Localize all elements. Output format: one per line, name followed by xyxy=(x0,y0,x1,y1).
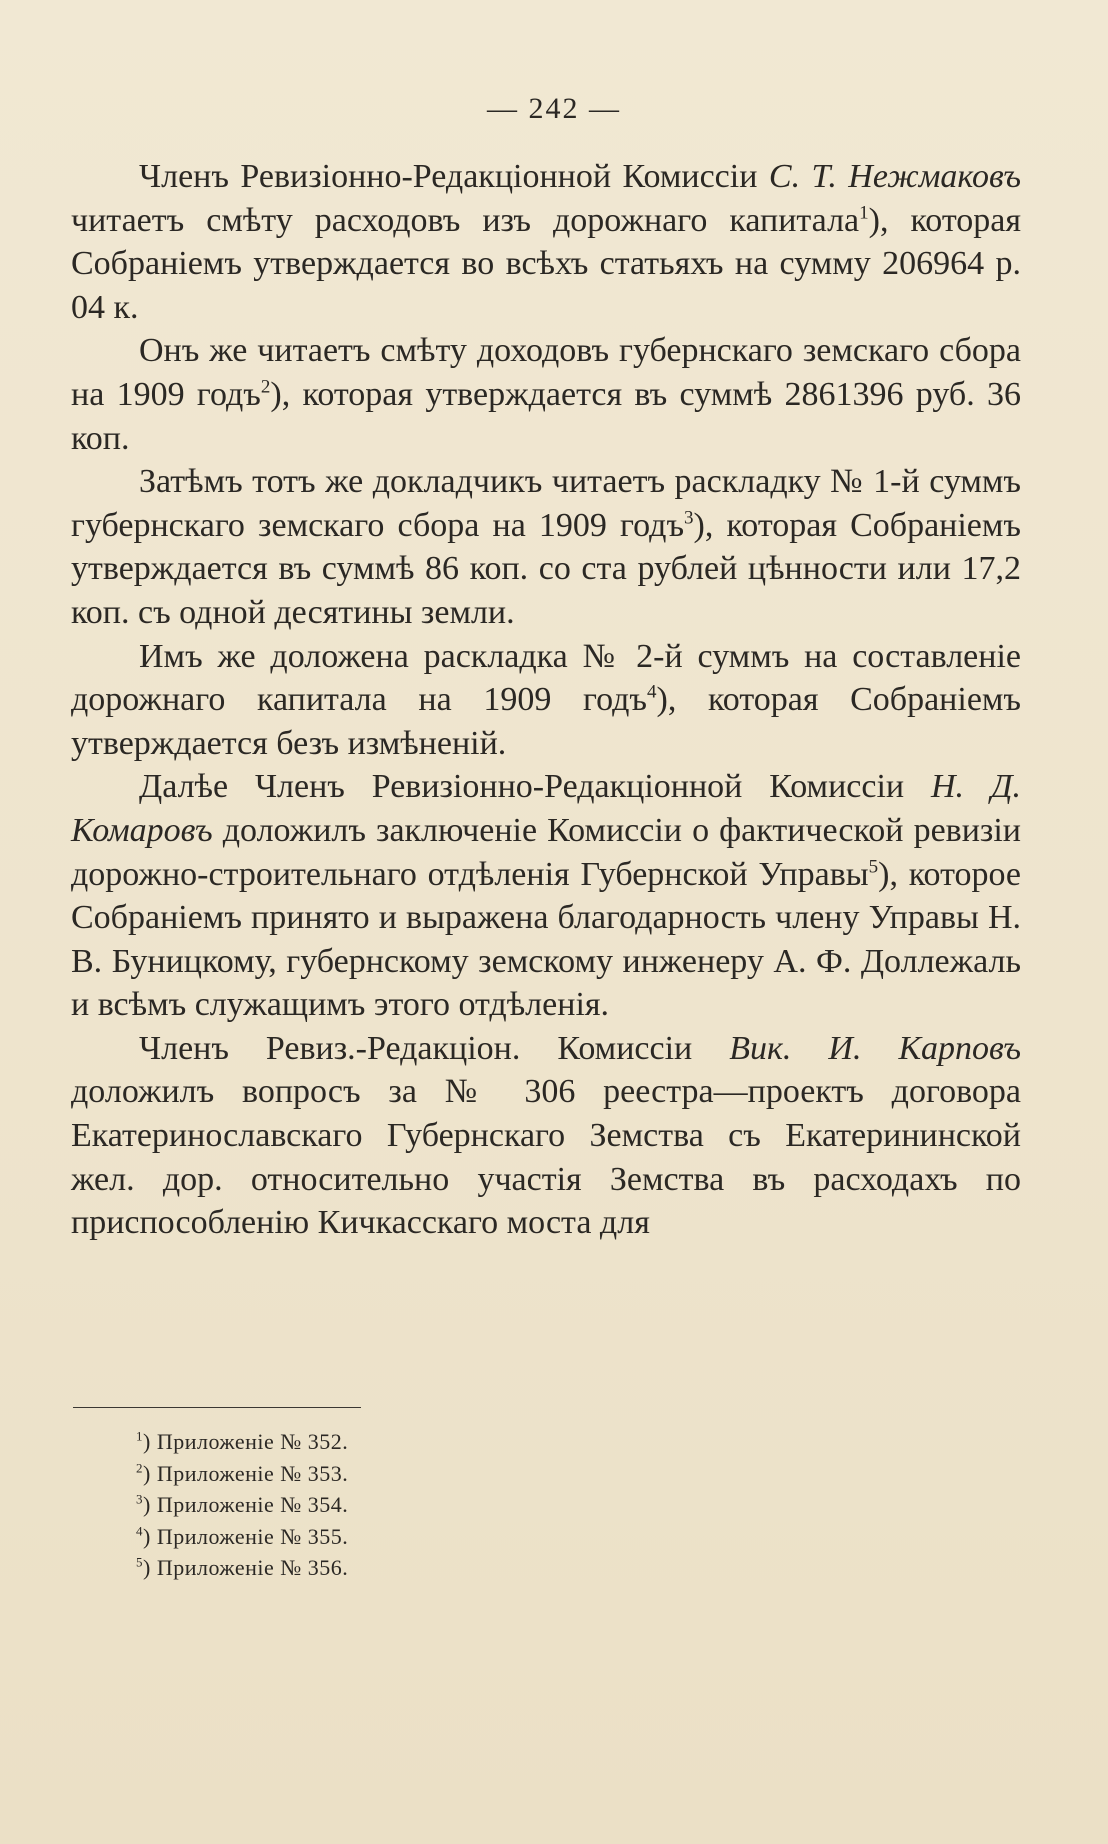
paragraph-text: ), которая Собраніемъ утверждается безъ измѣненій. xyxy=(71,681,1022,762)
paragraph-text: ), которая Собраніемъ утверждается во всѣхъ статьяхъ на сумму 206964 р. 04 к. xyxy=(71,201,1021,326)
footnote-reference: 2 xyxy=(260,376,271,398)
person-name: Н. Д. Комаровъ xyxy=(71,768,1021,849)
footnote-mark: 1 xyxy=(136,1428,143,1444)
paragraph xyxy=(71,1027,1021,1245)
paragraph xyxy=(71,460,1021,634)
footnote xyxy=(136,1521,736,1553)
footnote xyxy=(136,1426,736,1458)
footnote-mark: 4 xyxy=(136,1523,143,1539)
body-text xyxy=(71,155,1021,1245)
footnote xyxy=(136,1458,736,1490)
paragraph-text: читаетъ смѣту расходовъ изъ дорожнаго капитала xyxy=(71,201,860,239)
paragraph xyxy=(71,155,1021,329)
person-name: Вик. И. Карповъ xyxy=(729,1029,1021,1067)
footnote-reference: 1 xyxy=(859,202,869,224)
footnote-text: ) Приложеніе № 354. xyxy=(143,1492,349,1518)
paragraph-text: доложилъ заключеніе Комиссіи о фактической ревизіи дорожно-строительнаго отдѣленія Губернской Управы xyxy=(71,811,1021,893)
footnote-mark: 3 xyxy=(136,1491,143,1507)
paragraph-text: Членъ Ревизіонно-Редакціонной Комиссіи xyxy=(139,158,769,195)
footnote-reference: 3 xyxy=(684,507,694,529)
footnote xyxy=(136,1552,736,1584)
footnote-mark: 2 xyxy=(136,1460,143,1476)
paragraph-text: Имъ же доложена раскладка № 2-й суммъ на составленіе дорожнаго капитала на 1909 годъ xyxy=(71,637,1021,719)
footnote-reference: 4 xyxy=(647,681,657,703)
paragraph-text: ), которое Собраніемъ принято и выражена благодарность члену Управы Н. В. Буницкому, губернскому земскому инженеру А. Ф. Доллежаль и всѣмъ служащимъ этого отдѣленія. xyxy=(71,855,1021,1024)
footnote-reference: 5 xyxy=(868,856,879,878)
paragraph xyxy=(71,329,1021,460)
paragraph-text: доложилъ вопросъ за № 306 реестра—проектъ договора Екатеринославскаго Губернскаго Земства съ Екатерининской жел. дор. относительно участія Земства въ расходахъ по приспособленію Кичкасскаго моста для xyxy=(71,1073,1021,1242)
footnote xyxy=(136,1489,736,1521)
footnotes xyxy=(136,1426,736,1584)
footnote-text: ) Приложеніе № 356. xyxy=(143,1555,349,1581)
footnote-text: ) Приложеніе № 355. xyxy=(143,1523,349,1549)
paragraph xyxy=(71,635,1021,766)
person-name: С. Т. Нежмаковъ xyxy=(768,158,1021,195)
footnote-text: ) Приложеніе № 353. xyxy=(143,1460,349,1486)
paragraph xyxy=(71,765,1021,1027)
footnote-divider xyxy=(73,1407,361,1408)
paragraph-text: Затѣмъ тотъ же докладчикъ читаетъ раскладку № 1-й суммъ губернскаго земскаго сбора на 1909 годъ xyxy=(71,463,1021,544)
page-number: — 242 — xyxy=(487,92,621,125)
paragraph-text: Далѣе Членъ Ревизіонно-Редакціонной Комиссіи xyxy=(139,768,931,806)
footnote-text: ) Приложеніе № 352. xyxy=(143,1429,349,1454)
paragraph-text: Членъ Ревиз.-Редакціон. Комиссіи xyxy=(139,1029,730,1067)
paragraph-text: ), которая утверждается въ суммѣ 2861396 руб. 36 коп. xyxy=(71,375,1021,457)
paragraph-text: Онъ же читаетъ смѣту доходовъ губернскаго земскаго сбора на 1909 годъ xyxy=(71,332,1021,413)
paragraph-text: ), которая Собраніемъ утверждается въ суммѣ 86 коп. со ста рублей цѣнности или 17,2 коп. съ одной десятины земли. xyxy=(71,506,1021,631)
footnote-mark: 5 xyxy=(136,1555,143,1571)
